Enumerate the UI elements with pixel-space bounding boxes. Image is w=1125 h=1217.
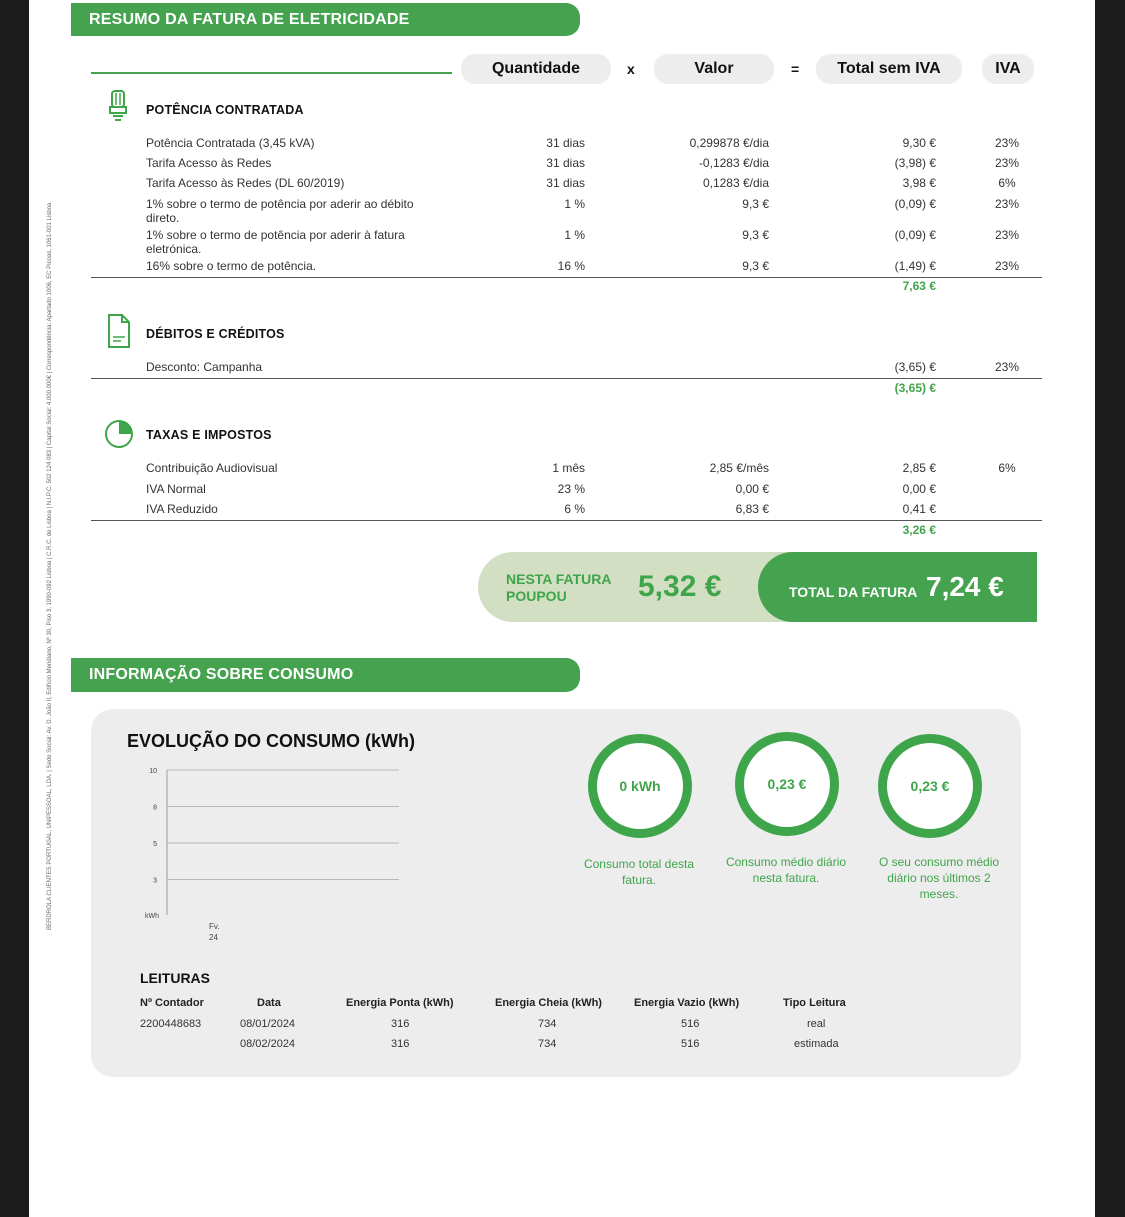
leituras-cell: real [807, 1018, 826, 1030]
row-val: 0,00 € [735, 482, 769, 496]
row-val: 2,85 €/mês [709, 461, 769, 475]
header-iva-label: IVA [995, 60, 1021, 77]
consumo-banner-title: INFORMAÇÃO SOBRE CONSUMO [89, 666, 354, 683]
section-rule [91, 378, 1042, 379]
row-iva: 23% [994, 156, 1020, 170]
leituras-header: Energia Vazio (kWh) [634, 997, 740, 1009]
table-row [29, 136, 1095, 150]
row-qty: 6 % [564, 502, 585, 516]
row-val: 9,3 € [742, 228, 769, 242]
row-iva: 6% [998, 461, 1016, 475]
leituras-cell: 08/01/2024 [240, 1018, 296, 1030]
row-val: 0,299878 €/dia [689, 136, 769, 150]
row-total: (0,09) € [894, 228, 936, 242]
leituras-cell: 516 [681, 1018, 700, 1030]
total-label: TOTAL DA FATURA [789, 584, 918, 600]
row-val: 9,3 € [742, 197, 769, 211]
row-desc: Desconto: Campanha [146, 360, 263, 374]
table-row [29, 228, 1095, 256]
header-valor-label: Valor [694, 60, 734, 77]
header-divider [91, 72, 452, 74]
row-desc: 1% sobre o termo de potência por aderir ao débito direto. [146, 197, 414, 225]
chart-gridlines [167, 770, 399, 880]
header-quantidade-label: Quantidade [491, 60, 580, 77]
table-row [29, 482, 1095, 496]
row-total: 9,30 € [902, 136, 936, 150]
row-total: (3,98) € [894, 156, 936, 170]
row-qty: 1 mês [552, 461, 585, 475]
document-icon [107, 313, 131, 349]
legal-text: BERDROLA CLIENTES PORTUGAL, UNIPESSOAL, LDA. | Sede Social: Av. D. João II, Edifício Meridiano, Nº 30, Piso 3, 1990-092 Lisboa | C.R.C. de Lisboa | N.I.P.C. 502 124 083 | Capital Social: 4.000.000€ | Correspondência: Apartado 1006, EC Picoas, 1061-001 Lisboa [47, 202, 53, 930]
x-tick-label-line2: 24 [209, 933, 218, 942]
lightbulb-icon [107, 89, 129, 123]
savings-value: 5,32 € [638, 570, 722, 603]
row-val: 0,1283 €/dia [702, 176, 769, 190]
total-box [758, 552, 1037, 622]
savings-label [506, 571, 612, 605]
summary-banner [71, 3, 580, 36]
leituras-cell: 08/02/2024 [240, 1038, 296, 1050]
leituras-cell: 316 [391, 1038, 410, 1050]
leituras-header: Data [257, 997, 281, 1009]
section-title-debitos: DÉBITOS E CRÉDITOS [146, 327, 285, 341]
table-row [29, 502, 1095, 516]
total-value: 7,24 € [926, 571, 1004, 602]
leituras-cell: estimada [794, 1038, 839, 1050]
row-desc: IVA Reduzido [146, 502, 218, 516]
leituras-title: LEITURAS [140, 970, 210, 986]
leituras-cell: 316 [391, 1018, 410, 1030]
row-total: 2,85 € [902, 461, 936, 475]
row-iva: 23% [994, 360, 1020, 374]
row-desc: Contribuição Audiovisual [146, 461, 278, 475]
y-tick-label: 5 [153, 841, 157, 848]
kpi-value: 0,23 € [910, 778, 950, 794]
table-row [29, 197, 1095, 225]
row-total: (1,49) € [894, 259, 936, 273]
row-qty: 16 % [557, 259, 585, 273]
leituras-cell: 2200448683 [140, 1018, 202, 1030]
table-row [29, 461, 1095, 475]
row-desc: Tarifa Acesso às Redes [146, 156, 272, 170]
leituras-header: Tipo Leitura [783, 997, 846, 1009]
section-title-taxas: TAXAS E IMPOSTOS [146, 428, 272, 442]
row-qty: 31 dias [546, 136, 585, 150]
consumo-banner [71, 658, 580, 692]
chart-title: EVOLUÇÃO DO CONSUMO (kWh) [127, 731, 415, 751]
row-val: -0,1283 €/dia [698, 156, 769, 170]
consumo-chart [131, 764, 411, 954]
kpi-circle-consumo-total [588, 734, 692, 838]
y-tick-label: 10 [149, 768, 157, 775]
row-total: (3,65) € [894, 360, 936, 374]
chart-y-labels [149, 768, 157, 885]
y-tick-label: 8 [153, 804, 157, 812]
summary-banner-title: RESUMO DA FATURA DE ELETRICIDADE [89, 10, 410, 28]
row-iva: 23% [994, 136, 1020, 150]
kpi-value: 0 kWh [619, 778, 661, 794]
kpi-circle-medio-fatura [735, 732, 839, 836]
kpi-circle-medio-2meses [878, 734, 982, 838]
row-qty: 1 % [564, 228, 585, 242]
y-tick-label: 3 [153, 877, 157, 885]
x-tick-label-line1: Fv. [209, 922, 220, 931]
subtotal-potencia: 7,63 € [902, 279, 936, 293]
row-desc: Tarifa Acesso às Redes (DL 60/2019) [146, 176, 345, 190]
row-qty: 23 % [557, 482, 585, 496]
y-axis-unit: kWh [145, 913, 159, 920]
header-total-sem-iva [816, 54, 962, 84]
row-iva: 6% [998, 176, 1016, 190]
row-iva: 23% [994, 197, 1020, 211]
kpi-caption: Consumo total desta fatura. [583, 857, 695, 887]
savings-label-line2: POUPOU [506, 588, 567, 604]
header-valor [654, 54, 774, 84]
subtotal-debitos: (3,65) € [894, 381, 936, 395]
table-row [29, 156, 1095, 170]
subtotal-taxas: 3,26 € [902, 523, 936, 537]
leituras-header: Energia Cheia (kWh) [495, 997, 602, 1009]
table-row [29, 360, 1095, 374]
kpi-value: 0,23 € [767, 776, 807, 792]
consumo-panel [91, 709, 1021, 1077]
row-total: (0,09) € [894, 197, 936, 211]
header-equals: = [791, 61, 800, 77]
row-val: 6,83 € [735, 502, 769, 516]
row-qty: 31 dias [546, 156, 585, 170]
leituras-cell: 734 [538, 1018, 557, 1030]
leituras-header: Nº Contador [140, 997, 204, 1009]
row-total: 0,41 € [902, 502, 936, 516]
pie-chart-icon [104, 417, 136, 449]
row-total: 3,98 € [902, 176, 936, 190]
kpi-caption: Consumo médio diário nesta fatura. [725, 855, 847, 885]
row-iva: 23% [994, 259, 1020, 273]
table-row [29, 259, 1095, 273]
row-desc: IVA Normal [146, 482, 206, 496]
row-desc: 16% sobre o termo de potência. [146, 259, 317, 273]
savings-label-line1: NESTA FATURA [506, 571, 612, 587]
kpi-caption: O seu consumo médio diário nos últimos 2 meses. [878, 855, 1000, 901]
leituras-header: Energia Ponta (kWh) [346, 997, 454, 1009]
section-title-potencia: POTÊNCIA CONTRATADA [146, 103, 304, 117]
row-qty: 31 dias [546, 176, 585, 190]
header-iva [982, 54, 1034, 84]
header-total-label: Total sem IVA [837, 60, 941, 77]
row-iva: 23% [994, 228, 1020, 242]
leituras-cell: 516 [681, 1038, 700, 1050]
table-row [29, 176, 1095, 190]
header-quantidade [461, 54, 611, 84]
invoice-page [29, 0, 1095, 1217]
row-val: 9,3 € [742, 259, 769, 273]
section-rule [91, 277, 1042, 278]
row-desc: 1% sobre o termo de potência por aderir à fatura eletrónica. [146, 228, 405, 256]
section-rule [91, 520, 1042, 521]
header-multiply: x [627, 61, 635, 77]
row-total: 0,00 € [902, 482, 936, 496]
row-desc: Potência Contratada (3,45 kVA) [146, 136, 315, 150]
row-qty: 1 % [564, 197, 585, 211]
leituras-cell: 734 [538, 1038, 557, 1050]
